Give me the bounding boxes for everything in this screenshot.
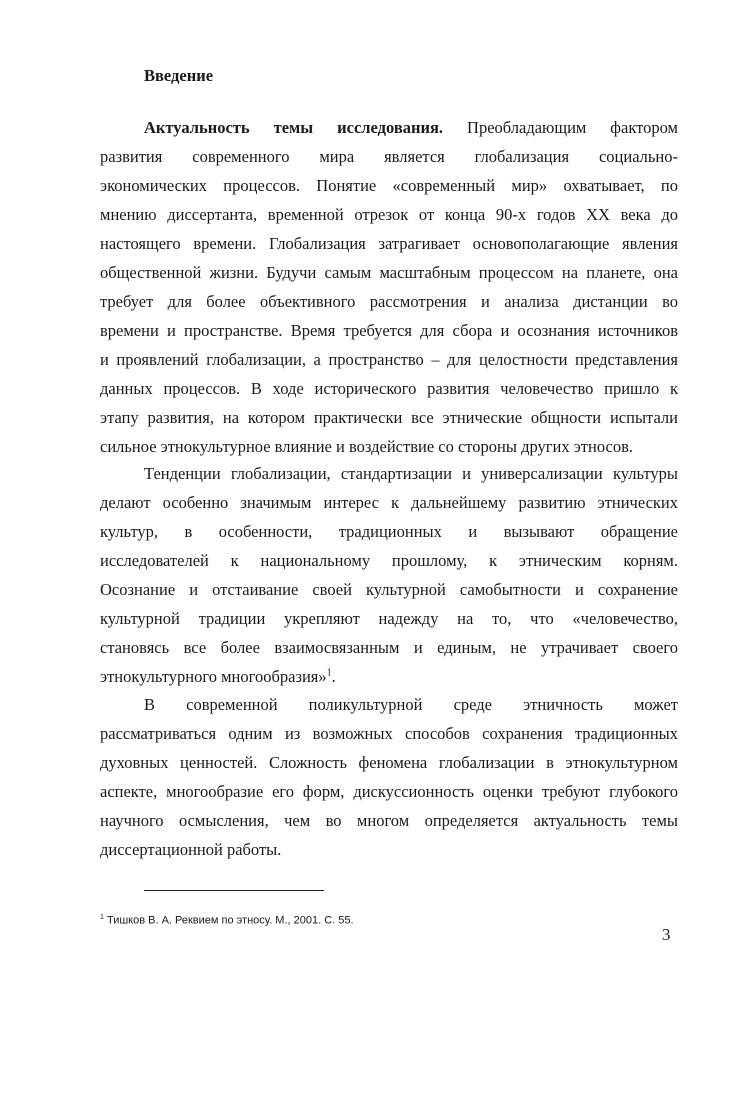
paragraph-line: этнокультурного многообразия»$^1$.: [100, 667, 336, 686]
paragraph-line: этапу развития, на котором практически все этнические общности испытали: [100, 408, 678, 427]
paragraph-line: культур, в особенности, традиционных и вызывают обращение: [100, 522, 678, 541]
footnote-text: Тишков В. А. Реквием по этносу. М., 2001. С. 55.: [106, 914, 354, 927]
paragraph-line: Актуальность темы исследования. Преобладающим фактором: [144, 118, 678, 137]
paragraph-line: общественной жизни. Будучи самым масштабным процессом на планете, она: [100, 263, 678, 282]
bold-lead: Актуальность темы исследования.: [144, 118, 444, 137]
paragraph-line: научного осмысления, чем во многом определяется актуальность темы: [100, 811, 678, 830]
paragraph-line: становясь все более взаимосвязанным и единым, не утрачивает своего: [100, 638, 678, 657]
footnote-number: 1: [100, 914, 104, 921]
paragraph-line: экономических процессов. Понятие «современный мир» охватывает, по: [100, 176, 678, 195]
paragraph-multicultural: [100, 690, 678, 864]
footnote-ref[interactable]: 1: [326, 667, 332, 679]
paragraph-line: делают особенно значимым интерес к дальнейшему развитию этнических: [100, 493, 678, 512]
paragraph-line: духовных ценностей. Сложность феномена глобализации в этнокультурном: [100, 753, 678, 772]
paragraph-line: аспекте, многообразие его форм, дискуссионность оценки требуют глубокого: [100, 782, 678, 801]
paragraph-line: сильное этнокультурное влияние и воздействие со стороны других этносов.: [100, 437, 633, 456]
paragraph-line: Тенденции глобализации, стандартизации и универсализации культуры: [144, 464, 678, 483]
paragraph-line: культурной традиции укрепляют надежду на то, что «человечество,: [100, 609, 678, 628]
paragraph-trends: [100, 459, 678, 691]
paragraph-relevance: [100, 113, 678, 461]
paragraph-line: и проявлений глобализации, а пространство – для целостности представления: [100, 350, 678, 369]
paragraph-line: В современной поликультурной среде этничность может: [144, 695, 678, 714]
footnote-divider: [144, 890, 324, 891]
paragraph-line: диссертационной работы.: [100, 840, 282, 859]
paragraph-line: требует для более объективного рассмотрения и анализа дистанции во: [100, 292, 678, 311]
paragraph-line: развития современного мира является глобализация социально-: [100, 147, 678, 166]
paragraph-line: мнению диссертанта, временной отрезок от конца 90-х годов XX века до: [100, 205, 678, 224]
paragraph-line: Осознание и отстаивание своей культурной самобытности и сохранение: [100, 580, 678, 599]
paragraph-line: данных процессов. В ходе исторического развития человечество пришло к: [100, 379, 678, 398]
page-number: 3: [662, 925, 671, 944]
paragraph-line: рассматриваться одним из возможных способов сохранения традиционных: [100, 724, 678, 743]
paragraph-line: настоящего времени. Глобализация затрагивает основополагающие явления: [100, 234, 678, 253]
footnote: [100, 910, 354, 929]
paragraph-line: исследователей к национальному прошлому, к этническим корням.: [100, 551, 678, 570]
section-heading: Введение: [144, 66, 214, 85]
paragraph-line: времени и пространстве. Время требуется для сбора и осознания источников: [100, 321, 678, 340]
